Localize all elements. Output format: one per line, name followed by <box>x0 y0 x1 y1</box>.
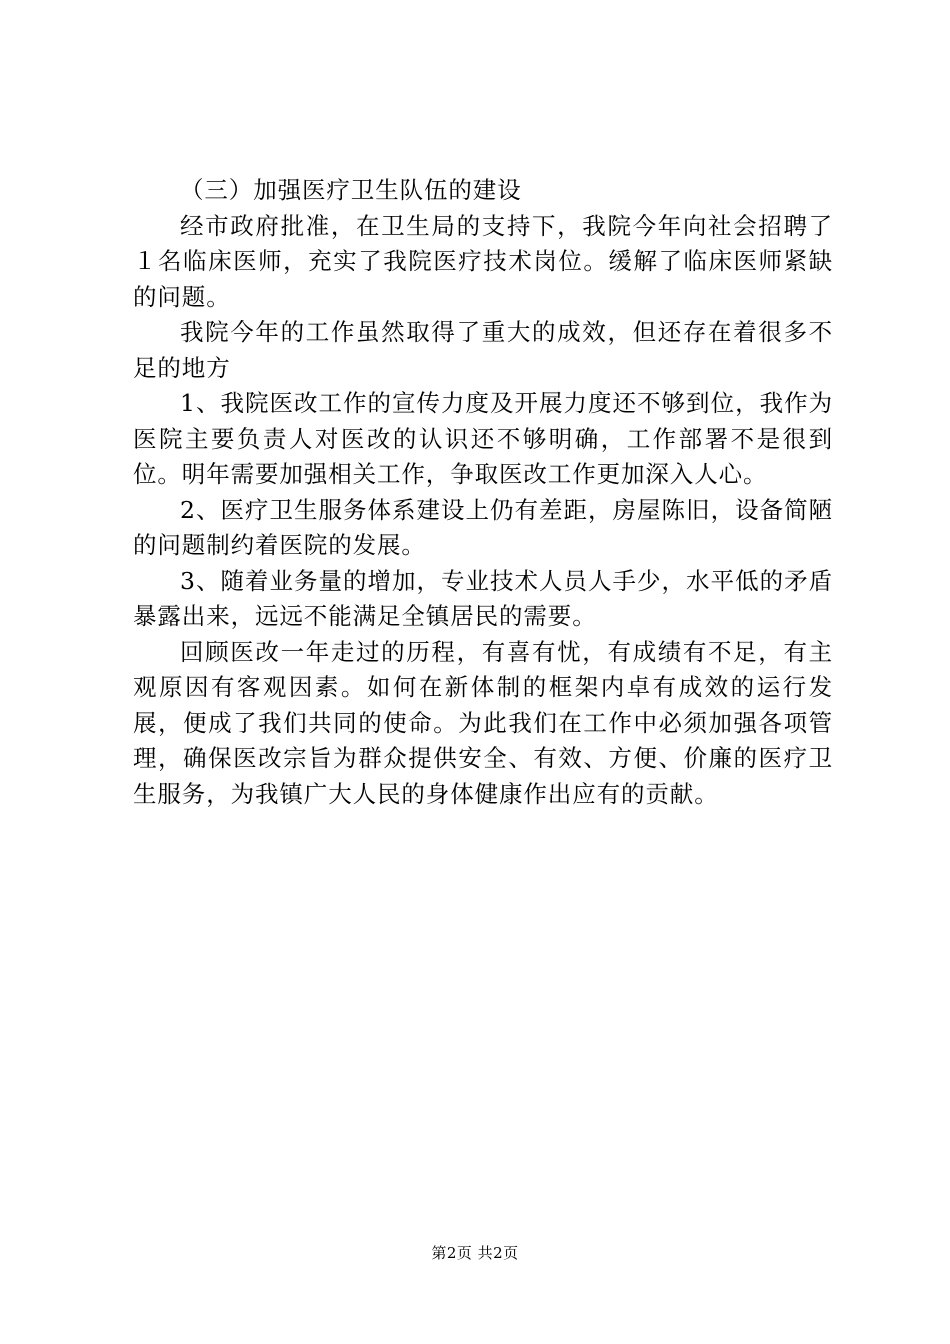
paragraph-recruitment: 经市政府批准，在卫生局的支持下，我院今年向社会招聘了１名临床医师，充实了我院医疗技术岗位。缓解了临床医师紧缺的问题。 <box>133 211 833 311</box>
page-number: 第2页 共2页 <box>431 1244 519 1262</box>
list-item-2: 2、医疗卫生服务体系建设上仍有差距，房屋陈旧，设备简陋的问题制约着医院的发展。 <box>133 495 833 559</box>
document-body <box>133 173 833 812</box>
list-item-1: 1、我院医改工作的宣传力度及开展力度还不够到位，我作为医院主要负责人对医改的认识还不够明确，工作部署不是很到位。明年需要加强相关工作，争取医改工作更加深入人心。 <box>133 389 833 488</box>
paragraph-conclusion: 回顾医改一年走过的历程，有喜有忧，有成绩有不足，有主观原因有客观因素。如何在新体制的框架内卓有成效的运行发展，便成了我们共同的使命。为此我们在工作中必须加强各项管理，确保医改宗旨为群众提供安全、有效、方便、价廉的医疗卫生服务，为我镇广大人民的身体健康作出应有的贡献。 <box>133 637 833 808</box>
page-footer <box>0 1243 950 1263</box>
paragraph-shortcomings-intro: 我院今年的工作虽然取得了重大的成效，但还存在着很多不足的地方 <box>133 318 833 382</box>
list-item-3: 3、随着业务量的增加，专业技术人员人手少，水平低的矛盾暴露出来，远远不能满足全镇居民的需要。 <box>133 566 833 630</box>
section-heading: （三）加强医疗卫生队伍的建设 <box>180 176 522 204</box>
